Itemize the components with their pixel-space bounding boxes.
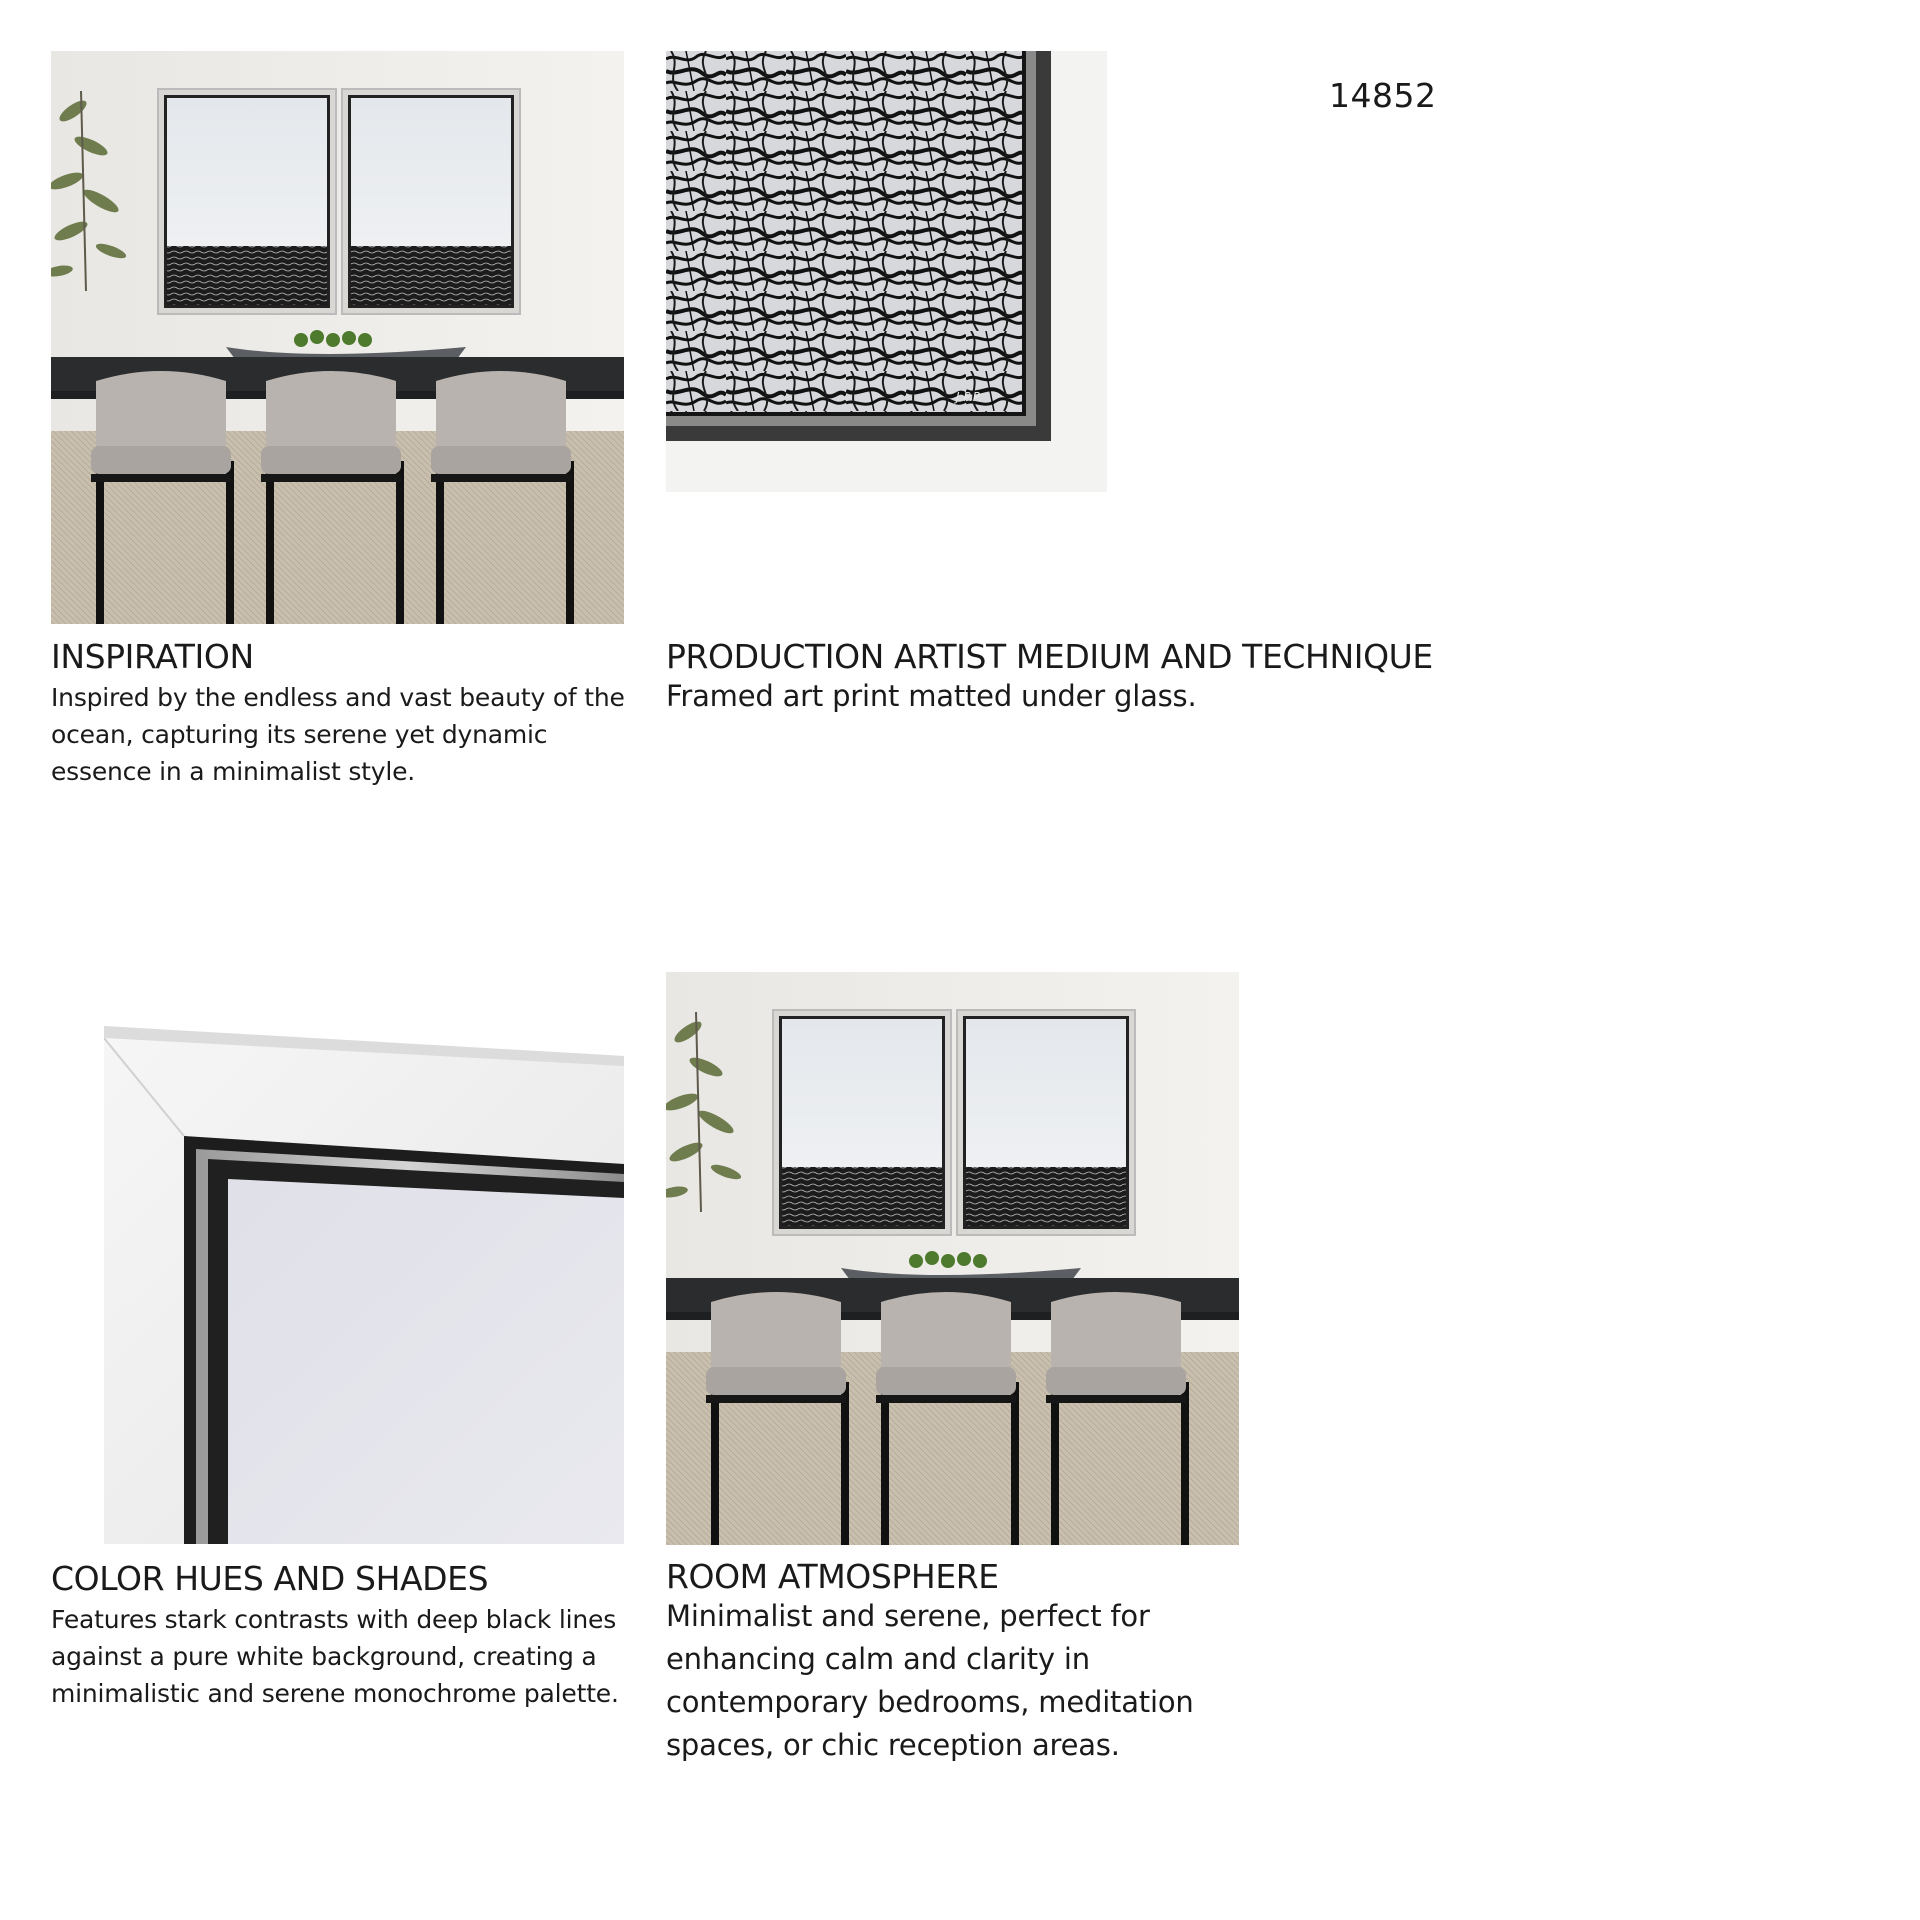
inspiration-heading: INSPIRATION — [51, 637, 254, 676]
inspiration-body: Inspired by the endless and vast beauty of the ocean, capturing its serene yet dynamic essence in a minimalist style. — [51, 683, 625, 787]
production-body: Framed art print matted under glass. — [666, 679, 1197, 714]
color-body: Features stark contrasts with deep black lines against a pure white background, creating a minimalistic and serene monochrome palette. — [51, 1605, 619, 1709]
product-code: 14852 — [1329, 76, 1437, 115]
production-heading: PRODUCTION ARTIST MEDIUM AND TECHNIQUE — [666, 637, 1433, 676]
color-frame-detail-image — [104, 1026, 624, 1544]
color-heading: COLOR HUES AND SHADES — [51, 1559, 489, 1598]
production-closeup-image — [666, 51, 1107, 492]
inspiration-room-image — [51, 51, 624, 624]
svg-text:J.P.P.: J.P.P. — [956, 390, 983, 404]
atmosphere-body: Minimalist and serene, perfect for enhancing calm and clarity in contemporary bedrooms, meditation spaces, or chic reception areas. — [666, 1599, 1194, 1763]
atmosphere-room-image — [666, 972, 1239, 1545]
atmosphere-heading: ROOM ATMOSPHERE — [666, 1557, 999, 1596]
